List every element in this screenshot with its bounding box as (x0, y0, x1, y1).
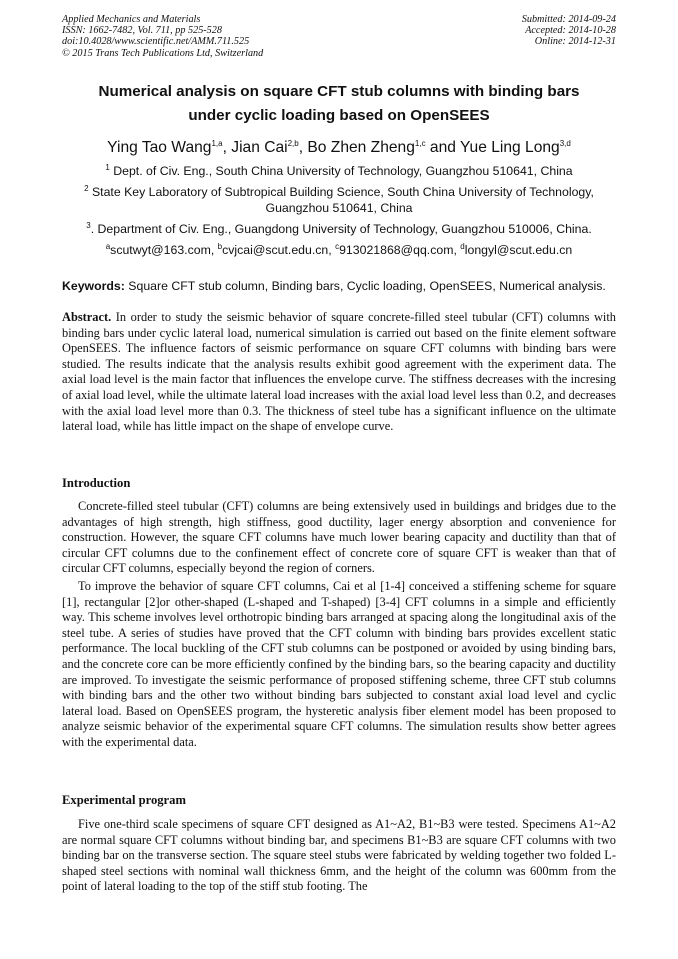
affiliation-sup: 3 (86, 220, 91, 230)
author-name: Jian Cai (231, 139, 288, 156)
doi: doi:10.4028/www.scientific.net/AMM.711.525 (62, 36, 250, 48)
submitted-date: Submitted: 2014-09-24 (521, 14, 616, 25)
journal-name: Applied Mechanics and Materials (62, 14, 201, 25)
issn: ISSN: 1662-7482, Vol. 711, pp 525-528 (62, 25, 222, 37)
title-line-1: Numerical analysis on square CFT stub columns with binding bars (98, 83, 580, 100)
section-heading-introduction: Introduction (62, 476, 131, 490)
email-sup: b (217, 241, 223, 251)
email-sup: a (105, 241, 111, 251)
journal-header (62, 14, 263, 59)
affiliation-text: State Key Laboratory of Subtropical Building Science, South China University of Technology, Guangzhou 510641, China (88, 185, 594, 215)
email-sep: , (453, 243, 461, 257)
author-name: Ying Tao Wang (107, 139, 212, 156)
dates-header (522, 14, 616, 48)
keywords-label: Keywords: (62, 279, 125, 293)
email-address[interactable]: cvjcai@scut.edu.cn (222, 243, 329, 257)
author-sup: 3,d (559, 138, 571, 148)
affiliation-1 (62, 164, 616, 180)
accepted-date: Accepted: 2014-10-28 (525, 25, 616, 37)
abstract-label: Abstract. (62, 310, 112, 324)
email-address[interactable]: scutwyt@163.com (110, 243, 211, 257)
affiliation-sup: 1 (105, 162, 110, 172)
email-list (62, 243, 616, 259)
introduction-paragraph-1: Concrete-filled steel tubular (CFT) columns are being extensively used in buildings and bridges due to the advantages of high strength, high stiffness, good ductility, lager energy absorption and convenience for construction. However, the square CFT columns have much lower bearing capacity and ductility than that of circular CFT columns due to the confinement effect of concrete core of square CFT is weaker than that of circular CFT columns, especially beyond the region of corners. (62, 499, 616, 576)
affiliation-sup: 2 (84, 183, 89, 193)
affiliation-text: . Department of Civ. Eng., Guangdong University of Technology, Guangzhou 510006, China. (90, 222, 592, 236)
abstract-text: In order to study the seismic behavior of square concrete-filled steel tubular (CFT) columns with binding bars under cyclic lateral load, numerical simulation is carried out based on the finite element software OpenSEES. The influence factors of seismic performance on square CFT columns with binding bars were studied. The results indicate that the analysis results exhibit good agreement with the experiment data. The axial load level is the main factor that influences the envelope curve. The stiffness decreases with the incresing of axial load level, while the ultimate lateral load increases with the axial load level less than 0.2, and decreases with the axial load level more than 0.3. The thickness of steel tube has a significant influence on the ultimate lateral load, while has little impact on the shape of envelope curve. (62, 310, 616, 434)
author-sup: 1,c (414, 138, 426, 148)
copyright: © 2015 Trans Tech Publications Ltd, Switzerland (62, 47, 264, 59)
email-address[interactable]: longyl@scut.edu.cn (464, 243, 573, 257)
author-list (62, 138, 616, 158)
email-address[interactable]: 913021868@qq.com (339, 243, 454, 257)
author-name: Yue Ling Long (459, 139, 560, 156)
email-sep: , (210, 243, 218, 257)
keywords-text: Square CFT stub column, Binding bars, Cyclic loading, OpenSEES, Numerical analysis. (124, 279, 606, 293)
affiliation-text: Dept. of Civ. Eng., South China University of Technology, Guangzhou 510641, China (109, 164, 573, 178)
abstract (62, 310, 616, 435)
email-sup: d (460, 241, 465, 251)
section-heading-experimental: Experimental program (62, 793, 186, 807)
online-date: Online: 2014-12-31 (534, 36, 616, 48)
email-sup: c (335, 241, 340, 251)
affiliation-2 (62, 185, 616, 216)
introduction-paragraph-2: To improve the behavior of square CFT columns, Cai et al [1-4] conceived a stiffening scheme for square [1], rectangular [2]or other-shaped (L-shaped and T-shaped) [3-4] CFT columns in a simple and efficiently way. This scheme involves level orthotropic binding bars arranged at spacing along the longitudinal axis of the steel tube. A series of studies have proved that the CFT column with binding bars provides excellent static performance. The local buckling of the CFT stub columns can be postponed or avoided by using binding bars, and the concrete core can be more efficiently confined by the binding bars, so the bearing capacity and ductility are improved. To investigate the seismic performance of proposed stiffening scheme, three CFT stub columns with binding bars and the other two without binding bars subjected to constant axial load level and cyclic lateral load. Based on OpenSEES program, the hysteretic analysis fiber element model has been proposed to analyze seismic behavior of the experimental square CFT columns. The simulation results show better agrees with the experimental data. (62, 579, 616, 749)
author-name: Bo Zhen Zheng (307, 139, 415, 156)
author-sup: 2,b (287, 138, 299, 148)
keywords (62, 278, 618, 294)
experimental-paragraph-1: Five one-third scale specimens of square CFT designed as A1~A2, B1~B3 were tested. Specimens A1~A2 are normal square CFT columns without binding bar, and specimens B1~B3 are square CFT columns with two binding bar on the transverse section. The square steel stubs were fabricated by welding together two folded L-shaped steel sections with nominal wall thickness 6mm, and the height of the column was 600mm from the point of lateral loading to the top of the stiff stub footing. The (62, 817, 616, 894)
affiliation-3 (62, 222, 616, 238)
author-sep: , (298, 139, 308, 156)
author-sep: and (425, 139, 460, 156)
author-sep: , (222, 139, 232, 156)
paper-title (62, 80, 616, 128)
title-line-2: under cyclic loading based on OpenSEES (188, 107, 490, 124)
email-sep: , (328, 243, 336, 257)
author-sup: 1,a (211, 138, 223, 148)
